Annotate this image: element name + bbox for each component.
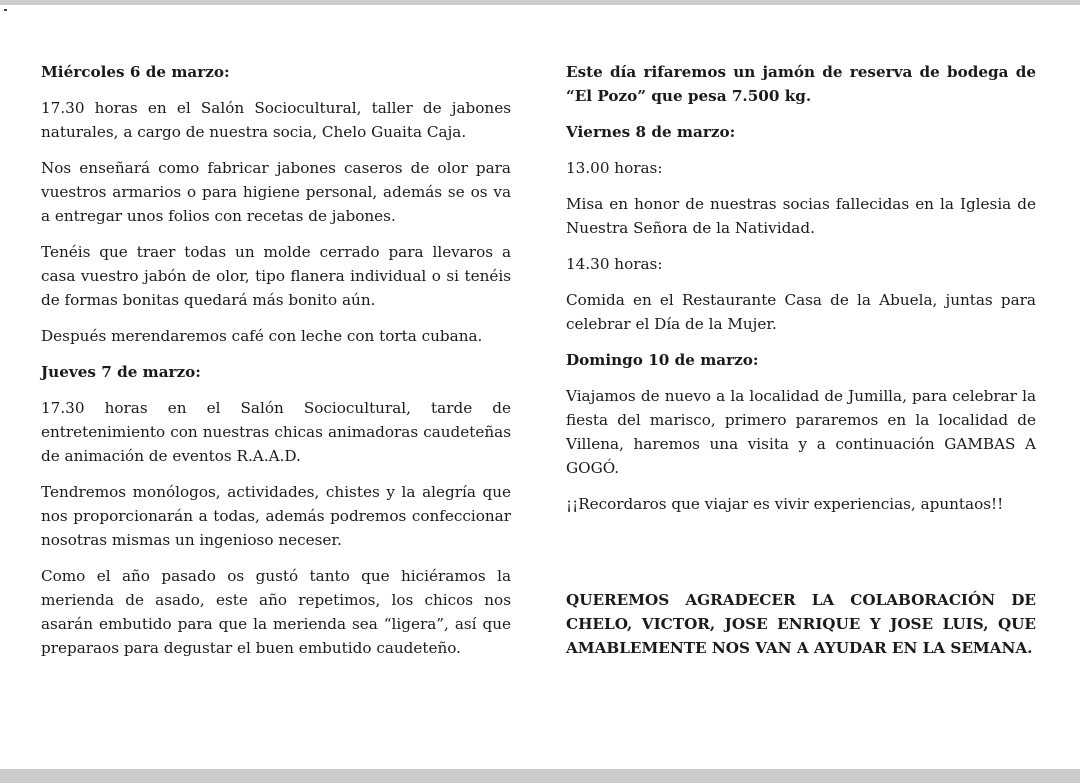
scan-speck — [4, 9, 7, 11]
top-border — [0, 0, 1080, 5]
left-column — [41, 60, 511, 672]
sunday-paragraph-1: Viajamos de nuevo a la localidad de Jumilla, para celebrar la fiesta del marisco, primero pararemos en la localidad de Villena, haremos una visita y a continuación GAMBAS A GOGÓ. — [566, 387, 1036, 477]
heading-friday: Viernes 8 de marzo: — [566, 123, 736, 141]
spacer — [566, 528, 1036, 588]
friday-time-2: 14.30 horas: — [566, 255, 663, 273]
wednesday-paragraph-2: Nos enseñará como fabricar jabones caseros de olor para vuestros armarios o para higiene personal, además se os va a entregar unos folios con recetas de jabones. — [41, 159, 511, 225]
wednesday-paragraph-3: Tenéis que traer todas un molde cerrado para llevaros a casa vuestro jabón de olor, tipo flanera individual o si tenéis de formas bonitas quedará más bonito aún. — [41, 243, 511, 309]
bottom-border — [0, 769, 1080, 783]
wednesday-paragraph-4: Después merendaremos café con leche con torta cubana. — [41, 327, 483, 345]
raffle-notice: Este día rifaremos un jamón de reserva de bodega de “El Pozo” que pesa 7.500 kg. — [566, 63, 1036, 105]
thursday-paragraph-1: 17.30 horas en el Salón Sociocultural, tarde de entretenimiento con nuestras chicas animadoras caudeteñas de animación de eventos R.A.A.D. — [41, 399, 511, 465]
heading-wednesday: Miércoles 6 de marzo: — [41, 63, 230, 81]
friday-paragraph-1: Misa en honor de nuestras socias fallecidas en la Iglesia de Nuestra Señora de la Natividad. — [566, 195, 1036, 237]
thursday-paragraph-2: Tendremos monólogos, actividades, chistes y la alegría que nos proporcionarán a todas, además podremos confeccionar nosotras mismas un ingenioso neceser. — [41, 483, 511, 549]
right-column — [566, 60, 1036, 672]
sunday-paragraph-2: ¡¡Recordaros que viajar es vivir experiencias, apuntaos!! — [566, 495, 1004, 513]
friday-time-1: 13.00 horas: — [566, 159, 663, 177]
thursday-paragraph-3: Como el año pasado os gustó tanto que hiciéramos la merienda de asado, este año repetimos, los chicos nos asarán embutido para que la merienda sea “ligera”, así que preparaos para degustar el buen embutido caudeteño. — [41, 567, 511, 657]
wednesday-paragraph-1: 17.30 horas en el Salón Sociocultural, taller de jabones naturales, a cargo de nuestra socia, Chelo Guaita Caja. — [41, 99, 511, 141]
friday-paragraph-2: Comida en el Restaurante Casa de la Abuela, juntas para celebrar el Día de la Mujer. — [566, 291, 1036, 333]
thanks-notice: QUEREMOS AGRADECER LA COLABORACIÓN DE CHELO, VICTOR, JOSE ENRIQUE Y JOSE LUIS, QUE AMABLEMENTE NOS VAN A AYUDAR EN LA SEMANA. — [566, 591, 1036, 657]
heading-sunday: Domingo 10 de marzo: — [566, 351, 759, 369]
heading-thursday: Jueves 7 de marzo: — [41, 363, 201, 381]
